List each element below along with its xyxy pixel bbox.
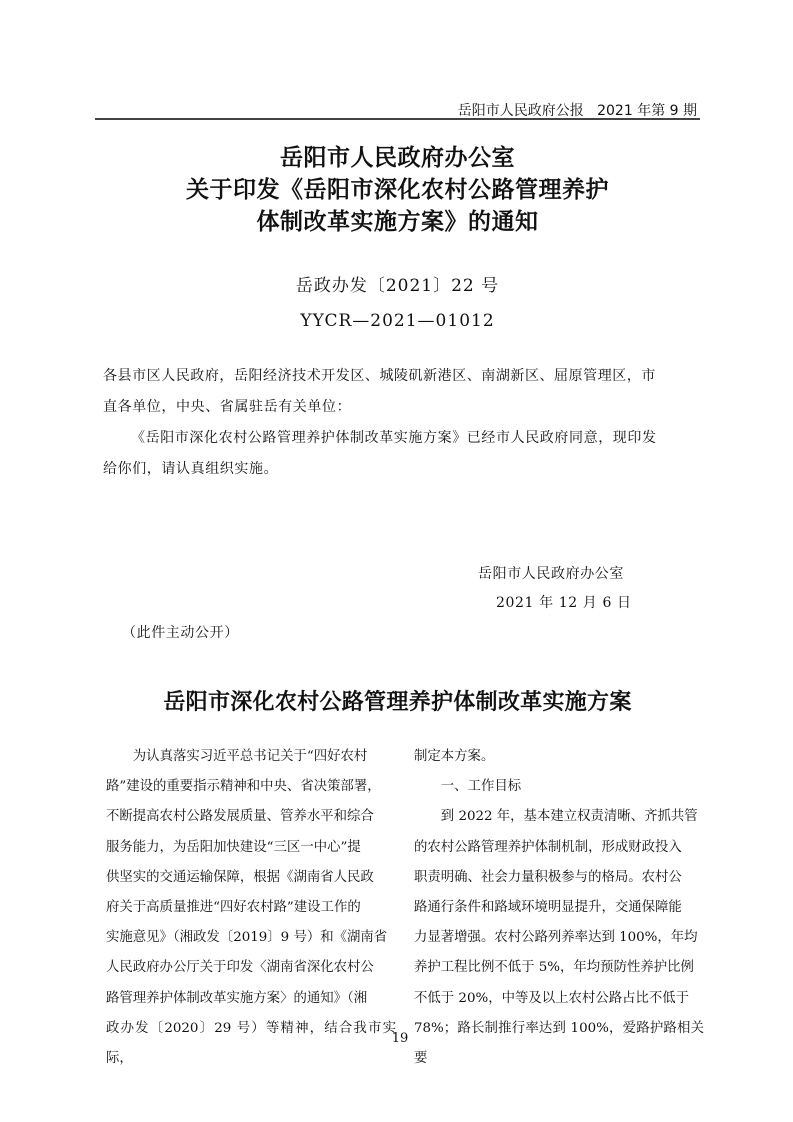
column-line: 职责明确、社会力量积极参与的格局。农村公	[414, 869, 682, 885]
issue-number: 2021 年第 9 期	[597, 103, 697, 119]
column-line: 路管理养护体制改革实施方案〉的通知》（湘	[106, 990, 368, 1006]
column-line: 政办发〔2020〕29 号）等精神，结合我市实际，	[106, 1020, 396, 1067]
column-line: 的农村公路管理养护体制机制，形成财政投入	[414, 839, 682, 855]
notice-title-line: 体制改革实施方案》的通知	[256, 208, 539, 235]
column-line: 服务能力，为岳阳加快建设“三区一中心”提	[106, 839, 361, 855]
column-line: 路通行条件和路域环境明显提升，交通保障能	[414, 900, 682, 916]
recipients-line: 直各单位，中央、省属驻岳有关单位：	[103, 399, 352, 415]
column-line: 力显著增强。农村公路列养率达到 100%，年均	[414, 930, 698, 946]
document-number: 岳政办发〔2021〕22 号	[295, 276, 500, 296]
column-line: 人民政府办公厅关于印发〈湖南省深化农村公	[106, 960, 374, 976]
left-column	[106, 742, 396, 1074]
header-divider	[95, 118, 700, 120]
column-line: 为认真落实习近平总书记关于“四好农村	[132, 749, 368, 764]
column-line: 制定本方案。	[414, 749, 495, 764]
column-line: 养护工程比例不低于 5%，年均预防性养护比例	[414, 960, 694, 976]
column-line: 供坚实的交通运输保障，根据《湖南省人民政	[106, 869, 374, 885]
section-heading: 一、工作目标	[440, 779, 522, 795]
signature-office: 岳阳市人民政府办公室	[478, 566, 624, 582]
recipients-line: 各县市区人民政府，岳阳经济技术开发区、城陵矶新港区、南湖新区、屈原管理区，市	[103, 368, 656, 384]
page-number: 19	[391, 1031, 409, 1046]
column-line: 府关于高质量推进“四好农村路”建设工作的	[106, 900, 361, 916]
body-line: 给你们，请认真组织实施。	[103, 461, 279, 477]
notice-title	[95, 142, 700, 238]
body-line: 《岳阳市深化农村公路管理养护体制改革实施方案》已经市人民政府同意，现印发	[131, 430, 657, 446]
notice-body	[103, 361, 700, 485]
disclosure-note: （此件主动公开）	[122, 625, 239, 641]
signature-date: 2021 年 12 月 6 日	[496, 595, 632, 611]
column-line: 实施意见》（湘政发〔2019〕9 号）和《湖南省	[106, 930, 388, 946]
running-header	[458, 100, 697, 120]
column-line: 不低于 20%，中等及以上农村公路占比不低于	[414, 990, 690, 1006]
column-line: 78%；路长制推行率达到 100%，爱路护路相关要	[414, 1020, 704, 1067]
column-line: 不断提高农村公路发展质量、管养水平和综合	[106, 809, 374, 825]
document-code: YYCR—2021—01012	[300, 311, 495, 331]
plan-title: 岳阳市深化农村公路管理养护体制改革实施方案	[163, 689, 632, 715]
column-line: 路”建设的重要指示精神和中央、省决策部署，	[106, 779, 381, 795]
right-column	[414, 742, 704, 1074]
notice-title-line: 岳阳市人民政府办公室	[280, 144, 515, 171]
column-line: 到 2022 年，基本建立权责清晰、齐抓共管	[440, 809, 698, 825]
notice-title-line: 关于印发《岳阳市深化农村公路管理养护	[186, 176, 609, 203]
publication-name: 岳阳市人民政府公报	[457, 103, 584, 119]
